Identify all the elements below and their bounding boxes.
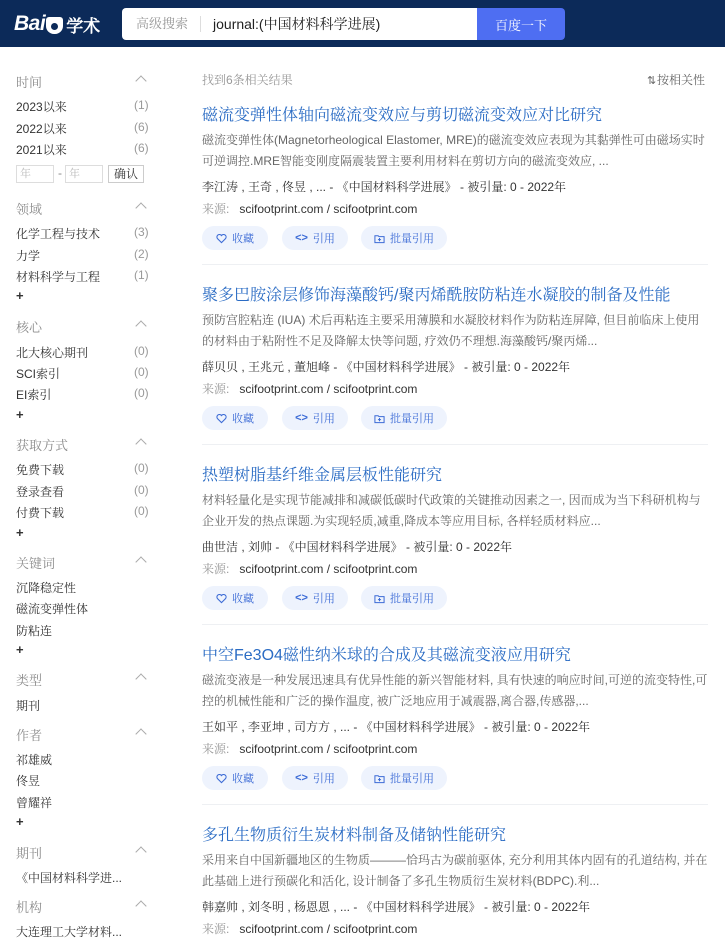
result-meta: 李江涛 , 王奇 , 佟昱 , ... - 《中国材料科学进展》 - 被引量: 0 - 2022年	[202, 180, 567, 194]
baidu-scholar-logo[interactable]	[14, 9, 100, 39]
result-divider	[202, 264, 708, 265]
search-box	[122, 8, 477, 40]
collapse-caret-icon[interactable]	[135, 673, 146, 684]
year-confirm-button[interactable]: 确认	[108, 165, 144, 183]
collect-button[interactable]	[202, 766, 268, 790]
filter-title-field: 领域	[16, 202, 43, 217]
filter-item[interactable]: 付费下载	[16, 506, 65, 520]
batch-cite-button[interactable]	[361, 766, 447, 790]
batch-cite-button[interactable]	[361, 586, 447, 610]
source-links[interactable]: scifootprint.com / scifootprint.com	[239, 382, 418, 396]
filter-count: (0)	[134, 365, 149, 379]
source-label: 来源:	[202, 742, 230, 756]
filter-item[interactable]: 免费下载	[16, 463, 65, 477]
heart-icon	[216, 593, 227, 604]
logo-text-scholar: 学术	[66, 16, 101, 36]
collapse-caret-icon[interactable]	[135, 320, 146, 331]
folder-plus-icon	[374, 773, 385, 784]
filter-item[interactable]: 2022以来	[16, 122, 67, 136]
collect-label: 收藏	[232, 593, 254, 605]
heart-icon	[216, 413, 227, 424]
batch-cite-label: 批量引用	[390, 593, 434, 605]
search-input[interactable]: journal:(中国材料科学进展)	[213, 16, 381, 32]
source-links[interactable]: scifootprint.com / scifootprint.com	[239, 202, 418, 216]
source-label: 来源:	[202, 922, 230, 936]
cite-label: 引用	[312, 593, 335, 605]
filter-title-journal: 期刊	[16, 846, 43, 861]
cite-label: 引用	[312, 413, 335, 425]
filter-item[interactable]: 期刊	[16, 699, 41, 713]
result-divider	[202, 624, 708, 625]
collapse-caret-icon[interactable]	[135, 438, 146, 449]
filter-item[interactable]: 北大核心期刊	[16, 346, 89, 360]
sort-by-relevance[interactable]	[647, 71, 705, 88]
expand-more-button[interactable]: +	[16, 288, 24, 303]
top-header	[0, 0, 725, 47]
filter-item[interactable]: EI索引	[16, 388, 52, 402]
filter-item[interactable]: 佟昱	[16, 774, 41, 788]
result-source	[202, 740, 417, 757]
result-divider	[202, 804, 708, 805]
result-count: 找到6条相关结果	[202, 73, 293, 87]
logo-text: Bai	[14, 12, 46, 35]
filter-item[interactable]: 沉降稳定性	[16, 581, 77, 595]
code-icon: <>	[295, 772, 308, 784]
filter-title-institution: 机构	[16, 900, 43, 915]
filter-title-time: 时间	[16, 75, 43, 90]
year-from-input[interactable]: 年	[16, 165, 54, 183]
filter-title-access: 获取方式	[16, 438, 69, 453]
result-abstract: 磁流变液是一种发展迅速具有优异性能的新兴智能材料, 具有快速的响应时间,可逆的流变特性,可控的机械性能和广泛的操作温度, 被广泛地应用于减震器,离合器,传感器,...	[202, 673, 708, 708]
source-label: 来源:	[202, 562, 230, 576]
result-meta: 曲世洁 , 刘帅 - 《中国材料科学进展》 - 被引量: 0 - 2022年	[202, 540, 513, 554]
source-links[interactable]: scifootprint.com / scifootprint.com	[239, 742, 418, 756]
filter-item[interactable]: 祁雄威	[16, 753, 53, 767]
filter-item[interactable]: 化学工程与技术	[16, 227, 101, 241]
collapse-caret-icon[interactable]	[135, 846, 146, 857]
expand-more-button[interactable]: +	[16, 407, 24, 422]
filter-count: (6)	[134, 120, 149, 134]
collect-button[interactable]	[202, 586, 268, 610]
paw-icon	[46, 17, 63, 34]
filter-item[interactable]: 登录查看	[16, 485, 65, 499]
collapse-caret-icon[interactable]	[135, 75, 146, 86]
filter-title-type: 类型	[16, 673, 43, 688]
filter-item[interactable]: 大连理工大学材料...	[16, 925, 123, 939]
filter-count: (0)	[134, 461, 149, 475]
result-source	[202, 920, 417, 937]
filter-title-keywords: 关键词	[16, 556, 56, 571]
filter-count: (0)	[134, 344, 149, 358]
result-meta: 王如平 , 李亚坤 , 司方方 , ... - 《中国材料科学进展》 - 被引量: 0 - 2022年	[202, 720, 591, 734]
filter-item[interactable]: 磁流变弹性体	[16, 602, 89, 616]
filter-item[interactable]: SCI索引	[16, 367, 61, 381]
result-title[interactable]: 中空Fe3O4磁性纳米球的合成及其磁流变液应用研究	[202, 647, 571, 664]
filter-title-author: 作者	[16, 728, 43, 743]
filter-item[interactable]: 力学	[16, 249, 41, 263]
source-links[interactable]: scifootprint.com / scifootprint.com	[239, 922, 418, 936]
search-button[interactable]: 百度一下	[477, 8, 565, 40]
year-to-input[interactable]: 年	[65, 165, 103, 183]
result-abstract: 采用来自中国新疆地区的生物质———恰玛古为碳前驱体, 充分利用其体内固有的孔道结构, 并在此基础上进行预碳化和活化, 设计制备了多孔生物质衍生炭材料(BDPC).利...	[202, 853, 708, 888]
code-icon: <>	[295, 592, 308, 604]
expand-more-button[interactable]: +	[16, 814, 24, 829]
result-abstract: 预防宫腔粘连 (IUA) 术后再粘连主要采用薄膜和水凝胶材料作为防粘连屏障, 但目前临床上使用的材料由于粘附性不足及降解太快等问题, 疗效仍不理想.海藻酸钙/聚丙烯...	[202, 313, 700, 348]
filter-count: (3)	[134, 225, 149, 239]
filter-item[interactable]: 2023以来	[16, 100, 67, 114]
cite-button[interactable]	[282, 766, 348, 790]
expand-more-button[interactable]: +	[16, 525, 24, 540]
expand-more-button[interactable]: +	[16, 642, 24, 657]
filter-item[interactable]: 防粘连	[16, 624, 53, 638]
year-range-dash: -	[58, 166, 62, 180]
filter-count: (6)	[134, 141, 149, 155]
result-divider	[202, 444, 708, 445]
result-abstract: 磁流变弹性体(Magnetorheological Elastomer, MRE)的磁流变效应表现为其黏弹性可由磁场实时可逆调控.MRE智能变刚度隔震装置主要利用材料在剪切方向的磁流变效应, ...	[202, 133, 705, 168]
heart-icon	[216, 773, 227, 784]
folder-plus-icon	[374, 233, 385, 244]
result-title[interactable]: 热塑树脂基纤维金属层板性能研究	[202, 467, 443, 484]
filter-item[interactable]: 《中国材料科学进...	[16, 871, 123, 885]
collapse-caret-icon[interactable]	[135, 556, 146, 567]
code-icon: <>	[295, 412, 308, 424]
filter-count: (0)	[134, 504, 149, 518]
sort-icon: ⇅	[647, 75, 657, 87]
filter-title-core: 核心	[16, 320, 43, 335]
heart-icon	[216, 233, 227, 244]
advanced-search-link[interactable]: 高级搜索	[122, 16, 201, 32]
batch-cite-button[interactable]	[361, 406, 447, 430]
collect-button[interactable]	[202, 406, 268, 430]
collect-label: 收藏	[232, 413, 254, 425]
code-icon: <>	[295, 232, 308, 244]
result-title[interactable]: 聚多巴胺涂层修饰海藻酸钙/聚丙烯酰胺防粘连水凝胶的制备及性能	[202, 287, 671, 304]
source-label: 来源:	[202, 382, 230, 396]
filter-count: (2)	[134, 247, 149, 261]
collapse-caret-icon[interactable]	[135, 900, 146, 911]
batch-cite-button[interactable]	[361, 226, 447, 250]
cite-label: 引用	[312, 773, 335, 785]
result-source	[202, 380, 417, 397]
filter-item[interactable]: 材料科学与工程	[16, 270, 101, 284]
result-meta: 薛贝贝 , 王兆元 , 董旭峰 - 《中国材料科学进展》 - 被引量: 0 - 2022年	[202, 360, 571, 374]
batch-cite-label: 批量引用	[390, 773, 434, 785]
collect-button[interactable]	[202, 226, 268, 250]
result-meta: 韩嘉帅 , 刘冬明 , 杨恩恩 , ... - 《中国材料科学进展》 - 被引量: 0 - 2022年	[202, 900, 591, 914]
result-source	[202, 560, 417, 577]
cite-button[interactable]	[282, 226, 348, 250]
collect-label: 收藏	[232, 773, 254, 785]
filter-item[interactable]: 2021以来	[16, 143, 67, 157]
source-links[interactable]: scifootprint.com / scifootprint.com	[239, 562, 418, 576]
collapse-caret-icon[interactable]	[135, 728, 146, 739]
batch-cite-label: 批量引用	[390, 233, 434, 245]
filter-item[interactable]: 曾耀祥	[16, 796, 53, 810]
source-label: 来源:	[202, 202, 230, 216]
result-abstract: 材料轻量化是实现节能减排和减碳低碳时代政策的关键推动因素之一, 因而成为当下科研机构与企业开发的热点课题.为实现轻质,减重,降成本等应用目标, 各样轻质材料应...	[202, 493, 701, 528]
batch-cite-label: 批量引用	[390, 413, 434, 425]
cite-button[interactable]	[282, 406, 348, 430]
folder-plus-icon	[374, 593, 385, 604]
filter-count: (1)	[134, 98, 149, 112]
sort-label: 按相关性	[657, 73, 706, 87]
result-source	[202, 200, 417, 217]
result-title[interactable]: 磁流变弹性体轴向磁流变效应与剪切磁流变效应对比研究	[202, 107, 603, 124]
folder-plus-icon	[374, 413, 385, 424]
cite-button[interactable]	[282, 586, 348, 610]
collapse-caret-icon[interactable]	[135, 202, 146, 213]
filter-count: (1)	[134, 268, 149, 282]
result-title[interactable]: 多孔生物质衍生炭材料制备及储钠性能研究	[202, 827, 507, 844]
collect-label: 收藏	[232, 233, 254, 245]
cite-label: 引用	[312, 233, 335, 245]
filter-count: (0)	[134, 386, 149, 400]
filter-count: (0)	[134, 483, 149, 497]
